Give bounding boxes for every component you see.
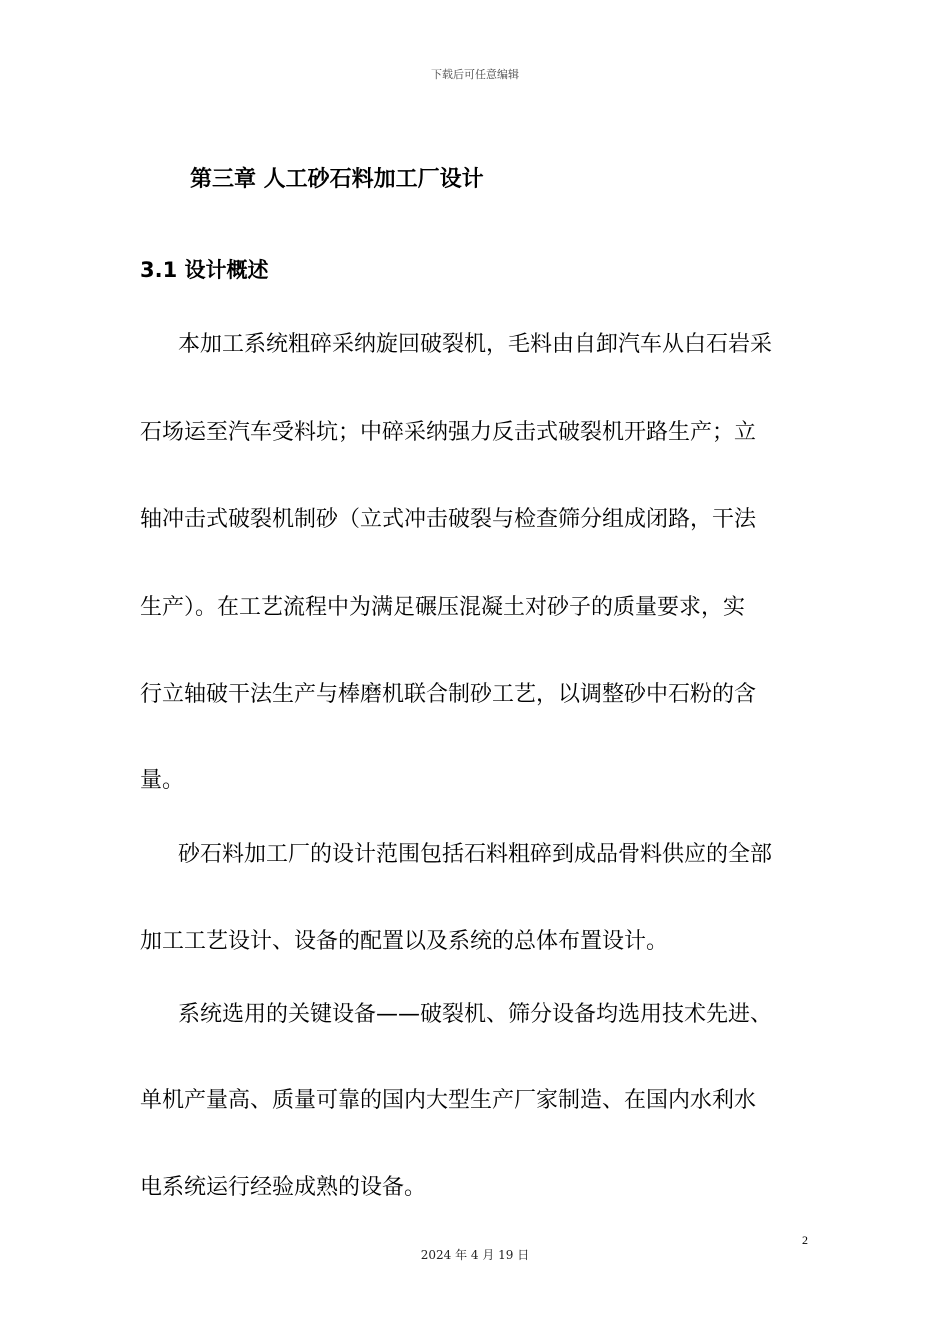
paragraph-2-line-2: 加工工艺设计、设备的配置以及系统的总体布置设计。: [140, 929, 669, 954]
paragraph-3-line-2: 单机产量高、质量可靠的国内大型生产厂家制造、在国内水利水: [140, 1088, 757, 1113]
paragraph-2-line-1: 砂石料加工厂的设计范围包括石料粗碎到成品骨料供应的全部: [178, 842, 773, 867]
paragraph-1-line-3: 轴冲击式破裂机制砂（立式冲击破裂与检查筛分组成闭路，干法: [140, 507, 757, 532]
paragraph-1-line-6: 量。: [140, 768, 185, 793]
paragraph-1-line-2: 石场运至汽车受料坑；中碎采纳强力反击式破裂机开路生产；立: [140, 420, 757, 445]
paragraph-1-line-5: 行立轴破干法生产与棒磨机联合制砂工艺，以调整砂中石粉的含: [140, 682, 757, 707]
chapter-title: 第三章 人工砂石料加工厂设计: [190, 167, 484, 192]
page-number: 2: [802, 1233, 808, 1247]
paragraph-1-line-4: 生产）。在工艺流程中为满足碾压混凝土对砂子的质量要求，实: [140, 595, 746, 620]
paragraph-3-line-3: 电系统运行经验成熟的设备。: [140, 1175, 427, 1200]
paragraph-1-line-1: 本加工系统粗碎采纳旋回破裂机，毛料由自卸汽车从白石岩采: [178, 332, 773, 357]
footer-date: 2024 年 4 月 19 日: [420, 1248, 530, 1262]
paragraph-3-line-1: 系统选用的关键设备——破裂机、筛分设备均选用技术先进、: [178, 1002, 773, 1027]
header-note: 下载后可任意编辑: [431, 68, 519, 81]
section-title: 3.1 设计概述: [140, 258, 269, 282]
